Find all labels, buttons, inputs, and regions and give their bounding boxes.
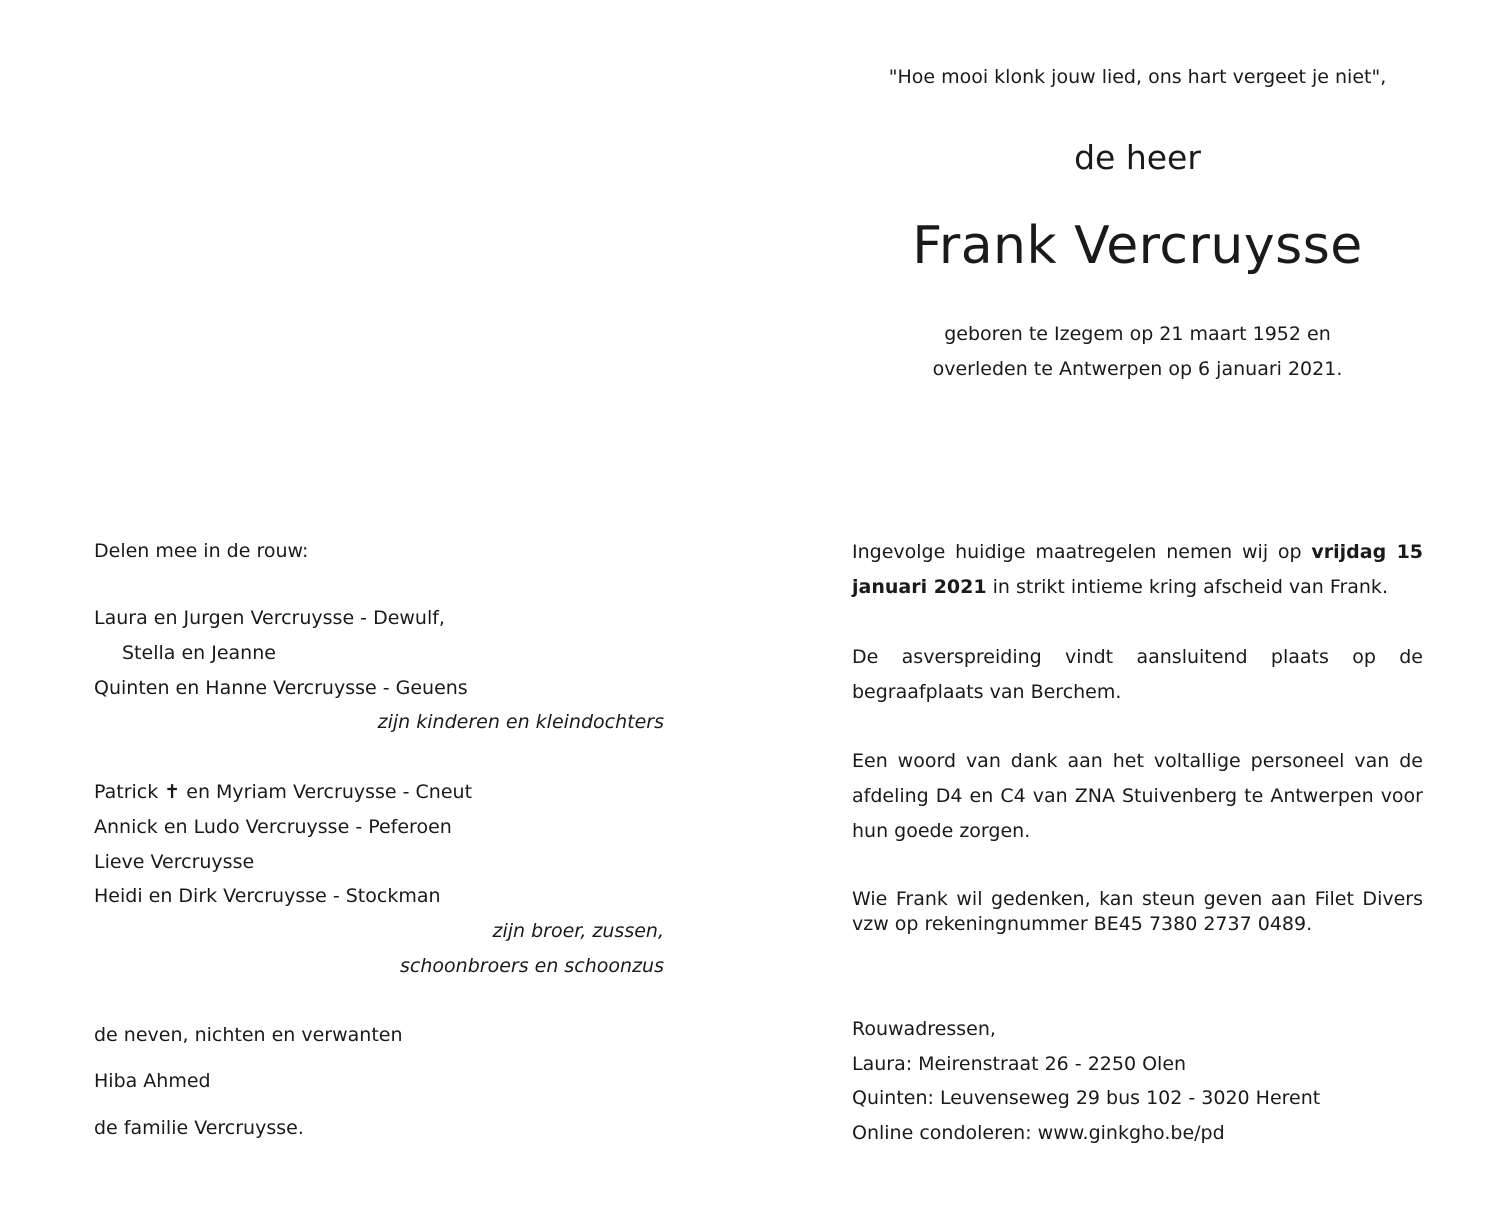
birth-line: geboren te Izegem op 21 maart 1952 en — [944, 323, 1331, 345]
mourner-name: Patrick — [94, 781, 159, 803]
deceased-cross-icon: ✝ — [164, 781, 181, 803]
mourner-line: Stella en Jeanne — [122, 642, 276, 664]
address-line: Laura: Meirenstraat 26 - 2250 Olen — [852, 1053, 1187, 1075]
mourner-line: Hiba Ahmed — [94, 1070, 211, 1092]
mourner-line: Laura en Jurgen Vercruysse - Dewulf, — [94, 607, 445, 629]
mourner-line: Heidi en Dirk Vercruysse - Stockman — [94, 885, 441, 907]
ceremony-date: vrijdag 15 januari 2021 — [852, 541, 1424, 598]
mourner-line — [94, 781, 472, 803]
ash-scattering-paragraph: De asverspreiding vindt aansluitend plaats op de begraafplaats van Berchem. — [852, 646, 1423, 703]
ceremony-text: in strikt intieme kring afscheid van Frank. — [986, 576, 1388, 598]
mourners-intro: Delen mee in de rouw: — [94, 540, 309, 562]
address-line: Quinten: Leuvenseweg 29 bus 102 - 3020 Herent — [852, 1087, 1321, 1109]
addresses-heading: Rouwadressen, — [852, 1018, 996, 1040]
donation-paragraph: Wie Frank wil gedenken, kan steun geven aan Filet Divers vzw op rekeningnummer BE45 7380 2737 0489. — [852, 888, 1423, 935]
deceased-name: Frank Vercruysse — [912, 216, 1363, 276]
death-line: overleden te Antwerpen op 6 januari 2021. — [932, 358, 1343, 380]
thanks-paragraph: Een woord van dank aan het voltallige personeel van de afdeling D4 en C4 van ZNA Stuivenberg te Antwerpen voor hun goede zorgen. — [852, 750, 1423, 842]
relation-label: zijn broer, zussen, — [492, 920, 664, 942]
relation-label: schoonbroers en schoonzus — [400, 955, 664, 977]
epigraph-quote: "Hoe mooi klonk jouw lied, ons hart vergeet je niet", — [888, 66, 1387, 88]
mourner-line: de neven, nichten en verwanten — [94, 1024, 403, 1046]
mourner-name: en Myriam Vercruysse - Cneut — [186, 781, 473, 803]
mourner-line: de familie Vercruysse. — [94, 1117, 304, 1139]
mourner-line: Annick en Ludo Vercruysse - Peferoen — [94, 816, 452, 838]
condolence-link[interactable]: Online condoleren: www.ginkgho.be/pd — [852, 1122, 1225, 1144]
mourner-line: Lieve Vercruysse — [94, 851, 255, 873]
mourner-line: Quinten en Hanne Vercruysse - Geuens — [94, 677, 468, 699]
ceremony-text: Ingevolge huidige maatregelen nemen wij op — [852, 541, 1312, 563]
ceremony-paragraph — [852, 535, 1423, 605]
honorific: de heer — [1074, 138, 1201, 177]
relation-label: zijn kinderen en kleindochters — [377, 711, 664, 733]
